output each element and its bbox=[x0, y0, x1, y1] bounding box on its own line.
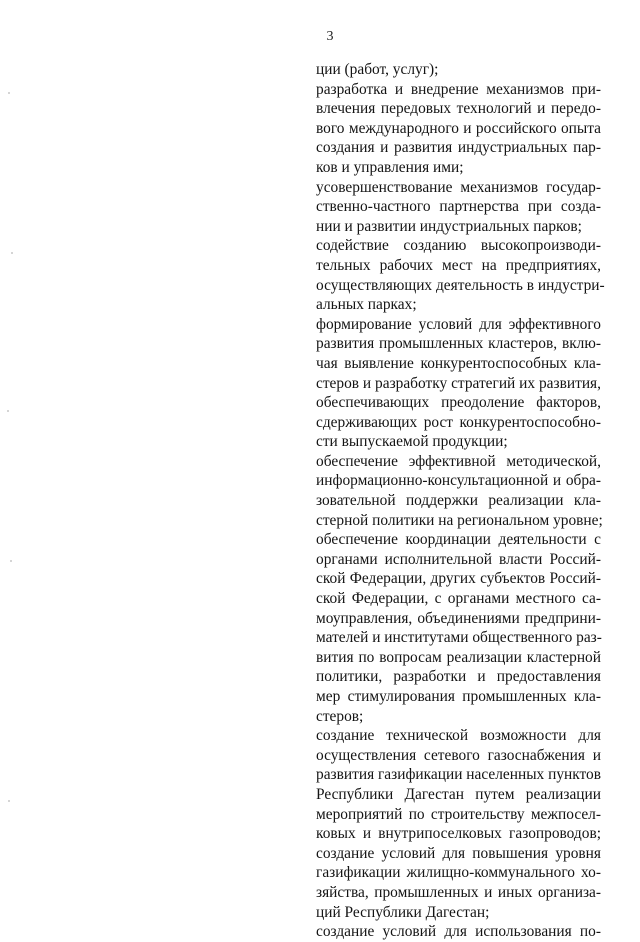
text-line: содействие созданию высокопроизводи- bbox=[316, 237, 601, 255]
text-line: разработка и внедрение механизмов при- bbox=[316, 80, 601, 98]
text-line: стеров; bbox=[316, 707, 364, 725]
text-line: обеспечение эффективной методической, bbox=[316, 452, 601, 470]
scan-artifact bbox=[7, 410, 9, 412]
text-line: ций Республики Дагестан; bbox=[316, 903, 490, 921]
body-text-column bbox=[316, 60, 605, 942]
text-line: тельных рабочих мест на предприятиях, bbox=[316, 256, 601, 274]
text-line: органами исполнительной власти Россий- bbox=[316, 550, 601, 568]
text-line: газификации жилищно-коммунального хо- bbox=[316, 864, 601, 882]
text-line: создания и развития индустриальных пар- bbox=[316, 139, 601, 157]
text-line: создание условий для повышения уровня bbox=[316, 844, 601, 862]
text-line: мероприятий по строительству межпосел- bbox=[316, 805, 601, 823]
text-line: влечения передовых технологий и передо- bbox=[316, 100, 601, 118]
text-line: обеспечивающих преодоление факторов, bbox=[316, 394, 601, 412]
scan-artifact bbox=[8, 800, 10, 802]
text-line: ской Федерации, других субъектов Россий- bbox=[316, 570, 601, 588]
text-line: стерной политики на региональном уровне; bbox=[316, 511, 603, 529]
text-line: зовательной поддержки реализации кла- bbox=[316, 492, 601, 510]
text-line: ковых и внутрипоселковых газопроводов; bbox=[316, 825, 601, 843]
text-line: информационно-консультационной и обра- bbox=[316, 472, 601, 490]
text-line: стеров и разработку стратегий их развития, bbox=[316, 374, 601, 392]
text-line: осуществляющих деятельность в индустри- bbox=[316, 276, 605, 294]
text-line: сдерживающих рост конкурентоспособно- bbox=[316, 413, 601, 431]
text-line: обеспечение координации деятельности с bbox=[316, 531, 601, 549]
text-line: развития газификации населенных пунктов bbox=[316, 766, 602, 784]
text-line: осуществления сетевого газоснабжения и bbox=[316, 746, 601, 764]
text-line: создание условий для использования по- bbox=[316, 923, 601, 941]
text-line: Республики Дагестан путем реализации bbox=[316, 785, 601, 803]
text-line: сти выпускаемой продукции; bbox=[316, 433, 508, 451]
text-line: зяйства, промышленных и иных организа- bbox=[316, 883, 601, 901]
scan-artifact bbox=[11, 252, 13, 254]
text-line: вития по вопросам реализации кластерной bbox=[316, 648, 601, 666]
text-line: политики, разработки и предоставления bbox=[316, 668, 601, 686]
page-number: 3 bbox=[326, 29, 334, 44]
text-line: вого международного и российского опыта bbox=[316, 119, 601, 137]
text-line: чая выявление конкурентоспособных кла- bbox=[316, 354, 601, 372]
text-line: мер стимулирования промышленных кла- bbox=[316, 688, 601, 705]
text-line: формирование условий для эффективного bbox=[316, 315, 601, 333]
text-line: создание технической возможности для bbox=[316, 727, 601, 745]
text-line: моуправления, объединениями предприни- bbox=[316, 609, 601, 627]
text-line: ков и управления ими; bbox=[316, 158, 464, 176]
text-line: нии и развитии индустриальных парков; bbox=[316, 217, 582, 235]
text-line: развития промышленных кластеров, вклю- bbox=[316, 335, 601, 353]
text-line: усовершенствование механизмов государ- bbox=[316, 178, 601, 196]
text-line: альных парках; bbox=[316, 296, 417, 314]
text-line: ственно-частного партнерства при созда- bbox=[316, 198, 601, 216]
scan-artifact bbox=[8, 92, 10, 94]
scan-artifact bbox=[10, 560, 12, 562]
text-line: мателей и институтами общественного раз- bbox=[316, 629, 602, 647]
text-line: ской Федерации, с органами местного са- bbox=[316, 590, 601, 608]
text-line: ции (работ, услуг); bbox=[316, 61, 439, 78]
